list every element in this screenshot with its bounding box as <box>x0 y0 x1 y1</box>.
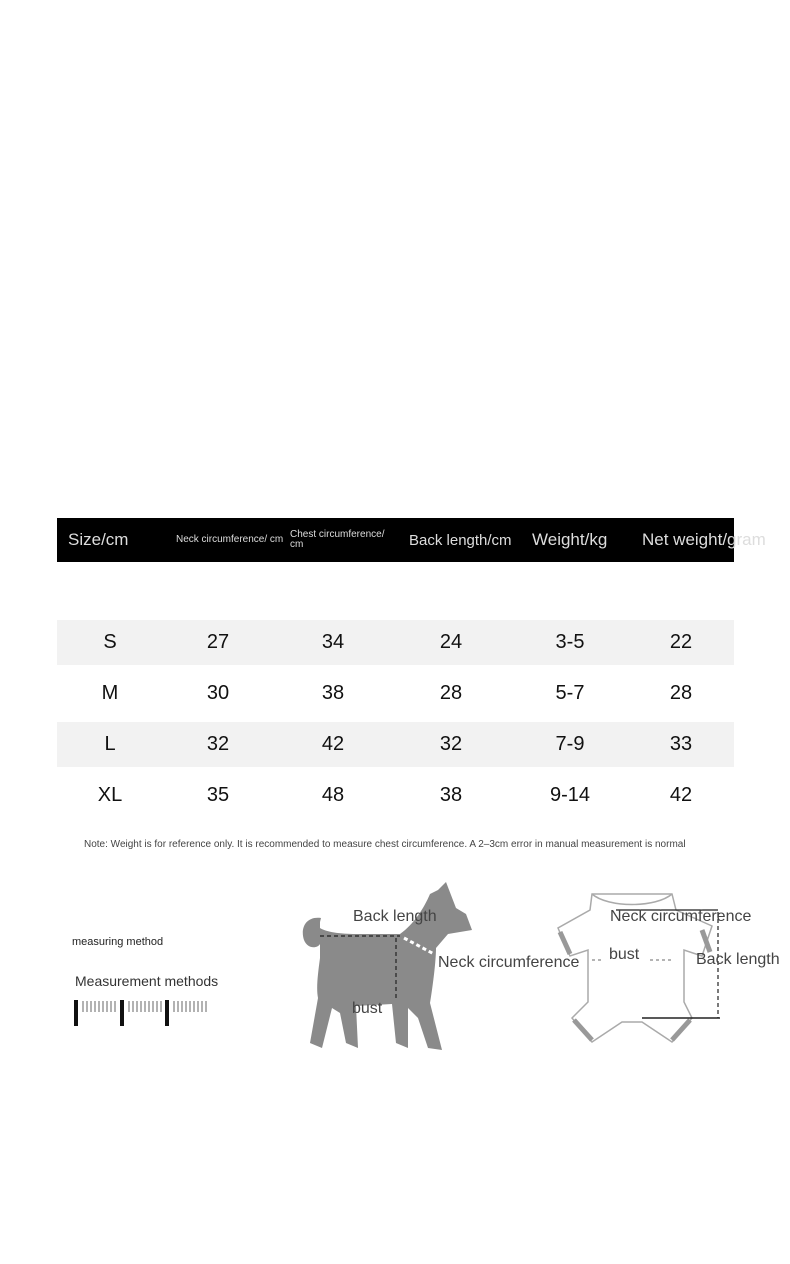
garment-back-length-label: Back length <box>696 951 780 968</box>
table-row <box>57 722 734 767</box>
measuring-method-label: measuring method <box>72 936 164 948</box>
cell-weight: 7-9 <box>555 733 585 755</box>
cell-neck: 32 <box>206 733 230 755</box>
header-back-length: Back length/cm <box>409 531 512 549</box>
cell-neck: 35 <box>206 784 230 806</box>
cell-neck: 30 <box>206 682 230 704</box>
cell-weight: 5-7 <box>555 682 585 704</box>
header-neck: Neck circumference/ cm <box>176 534 284 545</box>
cell-back-length: 32 <box>439 733 463 755</box>
header-chest: Chest circumference/ cm <box>290 529 385 550</box>
cell-net-weight: 42 <box>669 784 693 806</box>
dog-neck-label: Neck circumference <box>438 954 580 971</box>
cell-back-length: 38 <box>439 784 463 806</box>
measurement-note: Note: Weight is for reference only. It is recommended to measure chest circumference. A 2–3cm error in manual measurement is normal <box>84 839 686 850</box>
garment-neck-label: Neck circumference <box>610 908 752 925</box>
garment-bust-label: bust <box>609 946 640 963</box>
header-weight: Weight/kg <box>532 530 608 549</box>
cell-size: M <box>101 682 119 704</box>
cell-weight: 9-14 <box>549 784 591 806</box>
cell-chest: 34 <box>321 631 345 653</box>
cell-net-weight: 28 <box>669 682 693 704</box>
cell-size: S <box>103 631 117 653</box>
cell-back-length: 24 <box>439 631 463 653</box>
table-row <box>57 620 734 665</box>
cell-chest: 38 <box>321 682 345 704</box>
cell-size: L <box>104 733 116 755</box>
cell-back-length: 28 <box>439 682 463 704</box>
cell-chest: 48 <box>321 784 345 806</box>
cell-neck: 27 <box>206 631 230 653</box>
measurement-methods-label: Measurement methods <box>75 973 219 989</box>
header-size: Size/cm <box>68 530 129 549</box>
cell-net-weight: 33 <box>669 733 693 755</box>
size-table-header <box>57 518 766 562</box>
cell-size: XL <box>97 784 123 806</box>
dog-back-length-label: Back length <box>353 908 437 925</box>
cell-chest: 42 <box>321 733 345 755</box>
table-row <box>57 773 734 818</box>
table-row <box>57 671 734 716</box>
cell-weight: 3-5 <box>555 631 585 653</box>
cell-net-weight: 22 <box>669 631 693 653</box>
dog-bust-label: bust <box>352 1000 383 1017</box>
header-net-weight: Net weight/gram <box>642 530 766 549</box>
ruler-icon <box>74 998 214 1028</box>
